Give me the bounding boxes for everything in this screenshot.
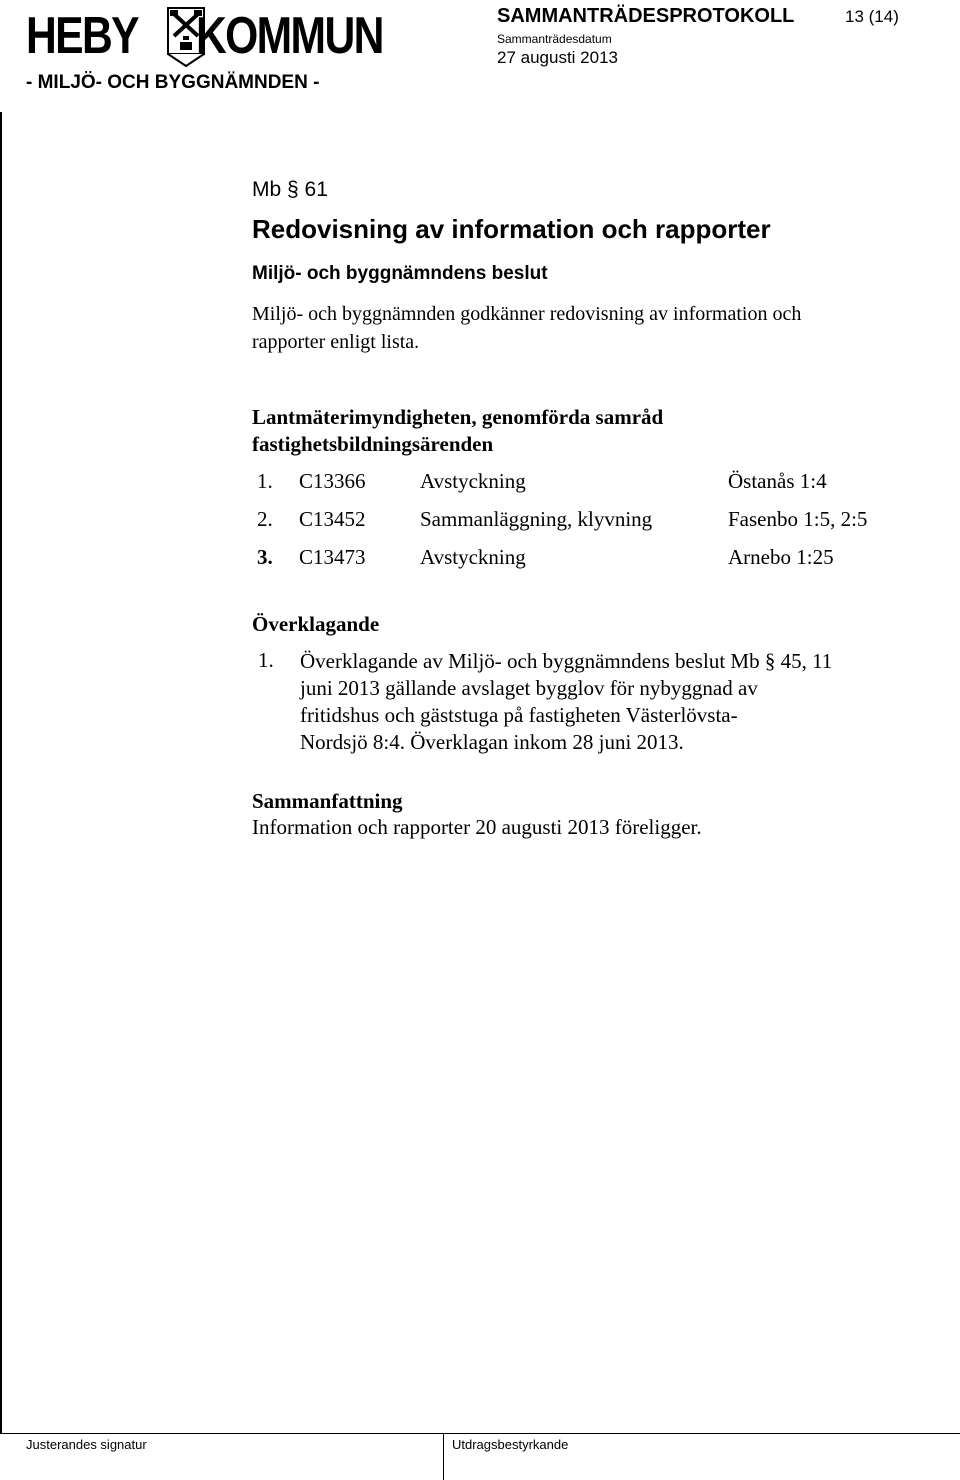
appeal-heading: Överklagande <box>252 612 380 636</box>
heading-line: Lantmäterimyndigheten, genomförda samråd <box>252 405 664 429</box>
committee-name: - MILJÖ- OCH BYGGNÄMNDEN - <box>26 72 320 93</box>
decision-heading: Miljö- och byggnämndens beslut <box>252 263 548 284</box>
appeal-line: Nordsjö 8:4. Överklagan inkom 28 juni 2013. <box>300 730 684 754</box>
footer-rule <box>0 1433 960 1434</box>
lantmateri-heading <box>252 404 663 458</box>
logo-kommun-text: KOMMUN <box>196 7 383 65</box>
case-code: C13366 <box>299 469 366 493</box>
appeal-line: juni 2013 gällande avslaget bygglov för nybyggnad av <box>300 676 758 700</box>
logo-heby-text: HEBY <box>26 7 138 65</box>
case-type: Avstyckning <box>420 545 526 569</box>
case-property: Fasenbo 1:5, 2:5 <box>728 507 868 531</box>
document-title: SAMMANTRÄDESPROTOKOLL <box>497 5 795 27</box>
decision-line: Miljö- och byggnämnden godkänner redovisning av information och <box>252 303 802 325</box>
case-code: C13452 <box>299 507 366 531</box>
margin-rule <box>0 112 2 1434</box>
meeting-date-label: Sammanträdesdatum <box>497 32 612 46</box>
extract-certification-label: Utdragsbestyrkande <box>452 1437 569 1452</box>
appeal-line: fritidshus och gäststuga på fastigheten Västerlövsta- <box>300 703 738 727</box>
appeal-line: Överklagande av Miljö- och byggnämndens beslut Mb § 45, 11 <box>300 649 833 673</box>
case-number: 1. <box>257 469 273 493</box>
case-property: Arnebo 1:25 <box>728 545 834 569</box>
meeting-date: 27 augusti 2013 <box>497 48 618 67</box>
appeal-text <box>300 648 832 756</box>
decision-text <box>252 300 801 356</box>
case-code: C13473 <box>299 545 366 569</box>
decision-line: rapporter enligt lista. <box>252 331 420 353</box>
heading-line: fastighetsbildningsärenden <box>252 432 494 456</box>
summary-text: Information och rapporter 20 augusti 2013 föreligger. <box>252 815 702 839</box>
case-type: Avstyckning <box>420 469 526 493</box>
case-property: Östanås 1:4 <box>728 469 827 493</box>
paragraph-number: Mb § 61 <box>252 178 328 201</box>
footer-separator <box>443 1433 444 1480</box>
case-number: 2. <box>257 507 273 531</box>
signature-label: Justerandes signatur <box>26 1437 147 1452</box>
municipality-logo <box>26 6 408 68</box>
page-number: 13 (14) <box>845 7 899 26</box>
appeal-number: 1. <box>258 648 274 672</box>
case-type: Sammanläggning, klyvning <box>420 507 653 531</box>
section-title: Redovisning av information och rapporter <box>252 214 771 244</box>
summary-heading: Sammanfattning <box>252 789 403 813</box>
case-number: 3. <box>257 545 273 569</box>
